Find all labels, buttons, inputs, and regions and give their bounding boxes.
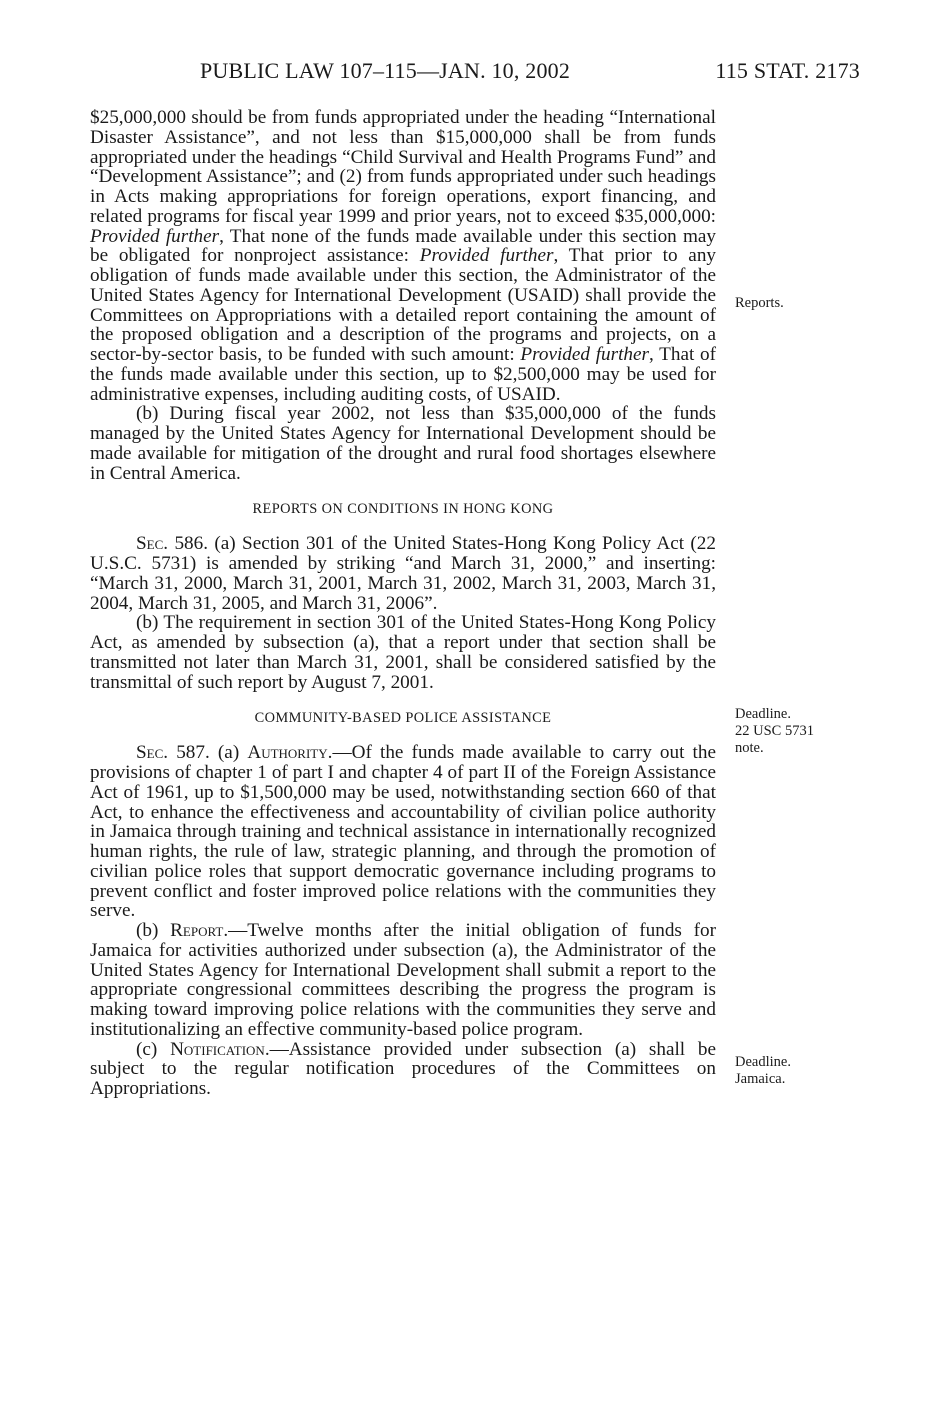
section-586-a: Sec. 586. (a) Section 301 of the United States-Hong Kong Policy Act (22 U.S.C. 5731) is amended by striking “and March 31, 2000,” and inserting: “March 31, 2000, March 31, 2001, March 31, 2002, March 31, 2003, March 31, 2004, March 31, 2005, and March 31, 2006”. — [90, 533, 716, 614]
paragraph-b-drought: (b) During fiscal year 2002, not less than $35,000,000 of the funds managed by the United States Agency for International Development should be made available for mitigation of the drought and rural food shortages elsewhere in Central America. — [90, 403, 716, 484]
section-heading-hong-kong: REPORTS ON CONDITIONS IN HONG KONG — [252, 501, 554, 518]
section-heading-police: COMMUNITY-BASED POLICE ASSISTANCE — [254, 710, 552, 727]
body-text — [90, 108, 716, 1099]
usc-reference: 22 USC 5731 — [735, 723, 814, 739]
margin-note-deadline-hong-kong: Deadline. 22 USC 5731 note. — [735, 706, 814, 756]
provided-further-1: Provided further — [90, 225, 220, 247]
provided-further-2: Provided further — [419, 245, 554, 267]
section-587-c: (c) Notification.—Assistance provided under subsection (a) shall be subject to the regular notification procedures of the Committees on Appropriations. — [90, 1038, 716, 1099]
margin-note-deadline-jamaica: Deadline. Jamaica. — [735, 1054, 791, 1087]
running-title: PUBLIC LAW 107–115—JAN. 10, 2002 — [200, 58, 571, 83]
provided-further-3: Provided further — [520, 344, 650, 365]
section-587-b: (b) Report.—Twelve months after the initial obligation of funds for Jamaica for activities authorized under subsection (a), the Administrator of the United States Agency for International Development shall submit a report to the appropriate congressional committees describing the progress the program is making toward improving police relations with the communities they serve and institutionalizing an effective community-based police program. — [90, 920, 716, 1040]
margin-note-reports: Reports. — [735, 295, 784, 311]
stat-reference: 115 STAT. 2173 — [715, 58, 860, 83]
page-header — [200, 58, 860, 88]
paragraph-continuation: $25,000,000 should be from funds appropriated under the heading “International Disaster Assistance”, and not less than $15,000,000 shall be from funds appropriated under the headings “Child Survival and Health Programs Fund” and “Development Assistance”; and (2) from funds appropriated under such headings in Acts making appropriations for foreign operations, export financing, and related programs for fiscal year 1999 and prior years, not to exceed $35,000,000: Provided further, That none of the funds made available under this section may be obligated for nonproject assistance: Provided further, That prior to any obligation of funds made available under this section, the Administrator of the United States Agency for International Development (USAID) shall provide the Committees on Appropriations with a detailed report containing the amount of the proposed obligation and a description of the programs and projects, on a sector-by-sector basis, to be funded with such amount: Provided further, That of the funds made available under this section, up to $2,500,000 may be used for administrative expenses, including auditing costs, of USAID. — [90, 107, 717, 405]
section-587-a: Sec. 587. (a) Authority.—Of the funds made available to carry out the provisions of chapter 1 of part I and chapter 4 of part II of the Foreign Assistance Act of 1961, up to $1,500,000 may be used, notwithstanding section 660 of that Act, to enhance the effectiveness and accountability of civilian police authority in Jamaica through training and technical assistance in internationally recognized human rights, the rule of law, strategic planning, and through the promotion of civilian police roles that support democratic governance including programs to prevent conflict and foster improved police relations with the communities they serve. — [90, 742, 717, 922]
section-586-b: (b) The requirement in section 301 of the United States-Hong Kong Policy Act, as amended by subsection (a), that a report under that section shall be transmitted not later than March 31, 2001, shall be considered satisfied by the transmittal of such report by August 7, 2001. — [90, 612, 716, 693]
